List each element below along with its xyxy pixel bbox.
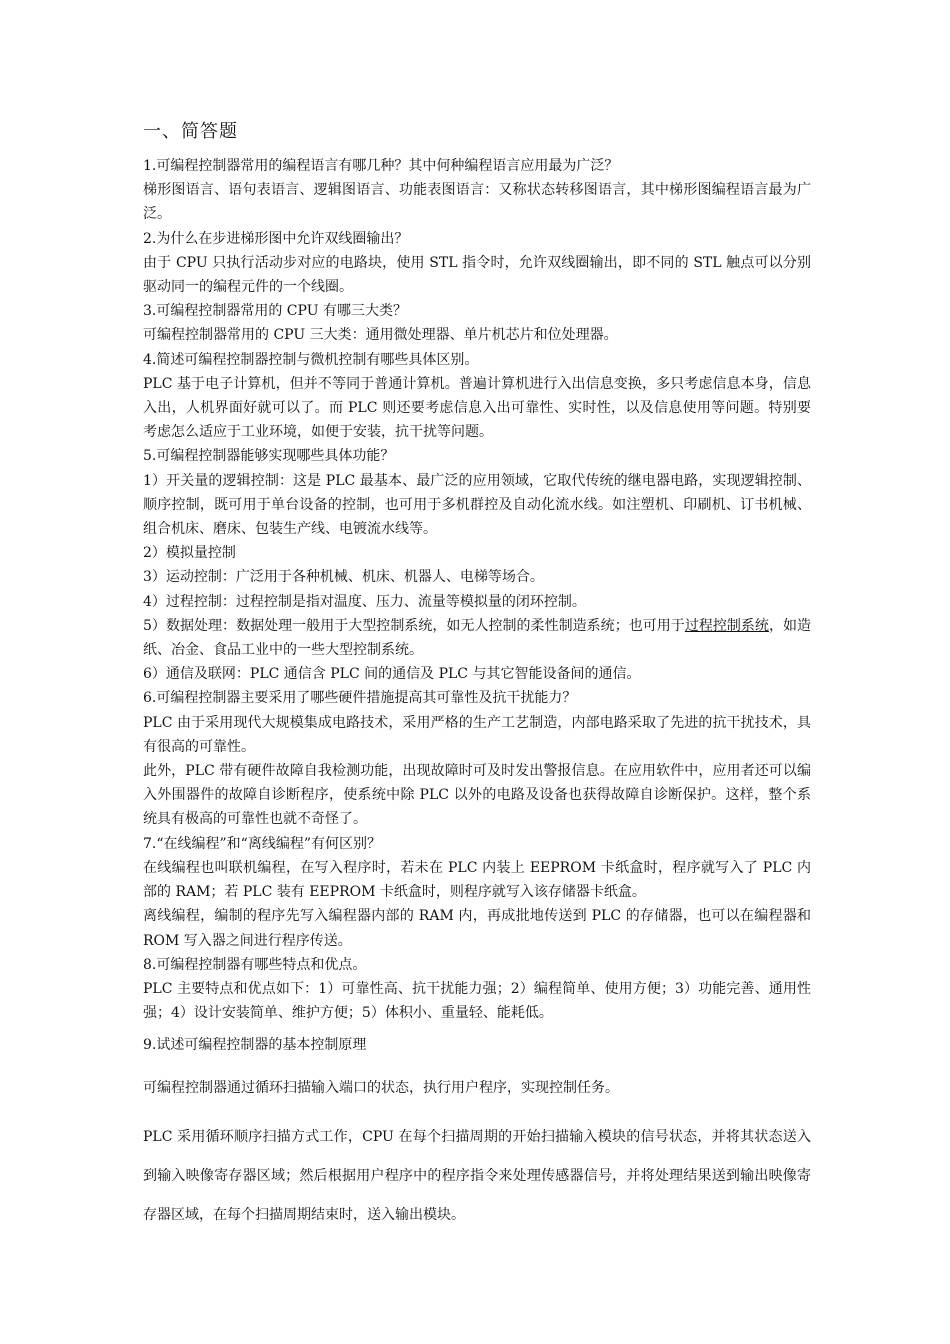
answer-5-item-4: 4）过程控制：过程控制是指对温度、压力、流量等模拟量的闭环控制。 xyxy=(143,593,586,610)
underlined-term: 过程控制系统 xyxy=(684,617,769,634)
answer-5-item-1: 1）开关量的逻辑控制：这是 PLC 最基本、最广泛的应用领域，它取代传统的继电器电路，实现逻辑控制、顺序控制，既可用于单台设备的控制，也可用于多机群控及自动化流水线。如注塑机、印刷机、订书机械、组合机床、磨床、包装生产线、电镀流水线等。 xyxy=(143,472,811,538)
answer-5-item-6: 6）通信及联网：PLC 通信含 PLC 间的通信及 PLC 与其它智能设备间的通信。 xyxy=(143,666,641,683)
question-9-block xyxy=(143,1033,811,1234)
document-page xyxy=(143,118,811,1235)
answer-9-para-2: PLC 采用循环顺序扫描方式工作，CPU 在每个扫描周期的开始扫描输入模块的信号状态，并将其状态送入到输入映像寄存器区域；然后根据用户程序中的程序指令来处理传感器信号，并将处理结果送到输出映像寄存器区域，在每个扫描周期结束时，送入输出模块。 xyxy=(143,1128,811,1223)
answer-6-para-2: 此外，PLC 带有硬件故障自我检测功能，出现故障时可及时发出警报信息。在应用软件中，应用者还可以编入外围器件的故障自诊断程序，使系统中除 PLC 以外的电路及设备也获得故障自诊断保护。这样，整个系统具有极高的可靠性也就不奇怪了。 xyxy=(143,763,811,828)
section-heading: 一、简答题 xyxy=(143,121,238,142)
question-2: 2.为什么在步进梯形图中允许双线圈输出？ xyxy=(143,230,409,247)
answer-6-para-1: PLC 由于采用现代大规模集成电路技术，采用严格的生产工艺制造，内部电路采取了先进的抗干扰技术，具有很高的可靠性。 xyxy=(143,714,811,755)
answer-5-item-5-post: ，如造纸、冶金、食品工业中的一些大型控制系统。 xyxy=(143,617,811,659)
answer-3: 可编程控制器常用的 CPU 三大类：通用微处理器、单片机芯片和位处理器。 xyxy=(143,327,618,344)
answer-4: PLC 基于电子计算机，但并不等同于普通计算机。普遍计算机进行入出信息变换，多只考虑信息本身，信息入出，人机界面好就可以了。而 PLC 则还要考虑信息入出可靠性、实时性，以及信息使用等问题。特别要考虑怎么适应于工业环境，如便于安装，抗干扰等问题。 xyxy=(143,375,811,441)
qa-list xyxy=(143,154,811,1025)
question-7: 7.“在线编程”和“离线编程”有何区别？ xyxy=(143,835,381,852)
answer-7-para-1: 在线编程也叫联机编程，在写入程序时，若未在 PLC 内装上 EEPROM 卡纸盒时，程序就写入了 PLC 内部的 RAM；若 PLC 装有 EEPROM 卡纸盒时，则程序就写入该存储器卡纸盒。 xyxy=(143,859,811,901)
answer-8: PLC 主要特点和优点如下：1）可靠性高、抗干扰能力强；2）编程简单、使用方便；3）功能完善、通用性强；4）设计安装简单、维护方便；5）体积小、重量轻、能耗低。 xyxy=(143,980,811,1022)
answer-5-item-2: 2）模拟量控制 xyxy=(143,545,236,562)
question-6: 6.可编程控制器主要采用了哪些硬件措施提高其可靠性及抗干扰能力？ xyxy=(143,690,577,707)
question-4: 4.简述可编程控制器控制与微机控制有哪些具体区别。 xyxy=(143,351,479,368)
answer-5-item-5 xyxy=(143,614,811,662)
question-5: 5.可编程控制器能够实现哪些具体功能？ xyxy=(143,448,395,465)
question-3: 3.可编程控制器常用的 CPU 有哪三大类？ xyxy=(143,303,407,320)
answer-5-item-3: 3）运动控制：广泛用于各种机械、机床、机器人、电梯等场合。 xyxy=(143,569,544,586)
question-8: 8.可编程控制器有哪些特点和优点。 xyxy=(143,956,367,973)
answer-2: 由于 CPU 只执行活动步对应的电路块，使用 STL 指令时，允许双线圈输出，即不同的 STL 触点可以分别驱动同一的编程元件的一个线圈。 xyxy=(143,254,811,296)
answer-1: 梯形图语言、语句表语言、逻辑图语言、功能表图语言：又称状态转移图语言，其中梯形图编程语言最为广泛。 xyxy=(143,182,811,223)
answer-7-para-2: 离线编程，编制的程序先写入编程器内部的 RAM 内，再成批地传送到 PLC 的存储器，也可以在编程器和 ROM 写入器之间进行程序传送。 xyxy=(143,908,811,949)
question-9: 9.试述可编程控制器的基本控制原理 xyxy=(143,1037,367,1054)
question-1: 1.可编程控制器常用的编程语言有哪几种？其中何种编程语言应用最为广泛？ xyxy=(143,158,619,174)
answer-5-item-5-pre: 5）数据处理：数据处理一般用于大型控制系统，如无人控制的柔性制造系统；也可用于 xyxy=(143,617,685,634)
answer-9-para-1: 可编程控制器通过循环扫描输入端口的状态，执行用户程序，实现控制任务。 xyxy=(143,1079,619,1096)
